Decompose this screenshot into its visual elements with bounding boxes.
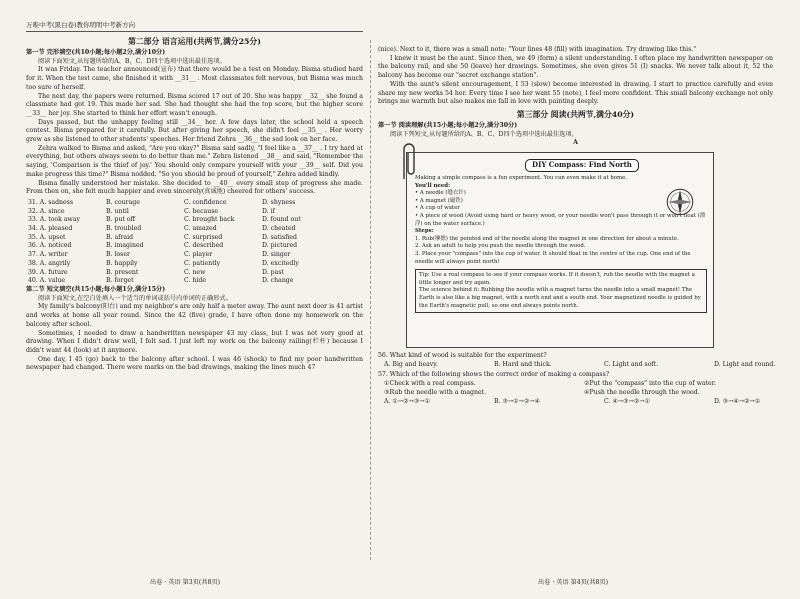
step-option: ①Check with a real compass. [384, 380, 476, 388]
option: C. surprised [184, 233, 223, 241]
option: B. until [106, 207, 129, 215]
option: B. afraid [106, 233, 134, 241]
option-row [28, 277, 363, 286]
cloze-title: 第一节 完形填空(共10小题;每小题2分,满分10分) [26, 49, 166, 56]
fill-paragraph: With the aunt's silent encouragement, I 53 (slow) become interested in drawing. I start to practice carefully and even share my new works 54 her. Every time I see her want 55 (note), I feel more confident. This small balcony exchange not only brings me warmth but also makes me fall in love with painting deeply. [378, 80, 773, 106]
fill-paragraph: My family's balcony(阳台) and my neighbor's are only half a meter away. The aunt next door is 41 artist and works at home all year round. Since the 42 (five) grade, I have often done my homework on the balcony after school. [26, 303, 363, 328]
option: 40. A. value [28, 277, 66, 285]
need-item: • A needle (缝衣针) [415, 190, 466, 197]
card-body [415, 175, 707, 313]
option: 37. A. writer [28, 251, 68, 259]
option: D. shyness [262, 198, 296, 206]
fill-paragraph: Sometimes, I needed to draw a handwritten newspaper 43 my class, but I was not very good at drawing. When I didn't draw well, I felt sad. I just left my work on the balcony railing(栏杆) because I didn't want 44 (look) at it anymore. [26, 329, 363, 354]
option: 31. A. sadness [28, 198, 74, 206]
option: D. satisfied [262, 233, 297, 241]
q56-options [384, 360, 776, 370]
option: D. cheated [262, 225, 296, 233]
option: 39. A. future [28, 268, 68, 276]
option: 33. A. took away [28, 216, 81, 224]
question-56: 56. What kind of wood is suitable for the experiment? [378, 352, 547, 360]
cloze-paragraph: The next day, the papers were returned. Bisma scored 17 out of 20. She was happy __32__ she found a classmate had got 19. This made her sad. She had thought she had the top score, but the higher score __33__ her joy. She started to think her effort wasn't enough. [26, 92, 363, 117]
tip-box [415, 269, 707, 313]
fill-paragraph: I knew it must be the aunt. Since then, we 49 (form) a silent understanding. I often place my handwritten newspaper on the balcony rail, and she 50 (leave) her drawings. Sometimes, she even gives 51 (I) snacks. We never talk about it, 52 the balcony has become our "secret exchange station". [378, 54, 773, 80]
cloze-paragraph: It was Friday. The teacher announced(宣布) that there would be a test on Monday. Bisma studied hard for it. When the test came, she finished it with __31__ . Most classmates felt nervous, but Bisma was much too sure of herself. [26, 66, 363, 91]
option: C. hide [184, 277, 207, 285]
card-title: DIY Compass: Find North [525, 159, 639, 172]
option: D. excitedly [262, 259, 299, 267]
option: B. courage [106, 198, 140, 206]
option: C. amazed [184, 225, 217, 233]
science-text: The science behind it: Rubbing the needle with a magnet turns the needle into a small magnet! The Earth is also like a big magnet, with a north end and a south end. Your magnetized needle is guided by the Earth's magnetic pull, so one end always points north. [419, 287, 701, 309]
part3-title: 第三部分 阅读(共两节,满分40分) [516, 109, 635, 119]
option: B. present [106, 268, 139, 276]
option: B. forget [106, 277, 134, 285]
question-57: 57. Which of the following shows the correct order of making a compass? [378, 371, 610, 379]
option: C. ④→③→②→① [604, 397, 651, 405]
step-option: ④Push the needle through the wood. [584, 388, 700, 396]
cloze-paragraph: Zehra walked to Bisma and asked, "Are you okay?" Bisma said sadly, "I feel like a __37__ . I try hard at everything, but others always seem to do better than me." Zehra listened __38__ and said, "Remember the saying, 'Comparison is the thief of joy.' You should only compare yourself with your __39__ self. Did you make progress this time?" Bisma nodded. "So you should be proud of yourself," Zehra added kindly. [26, 144, 363, 178]
option-row [28, 269, 363, 278]
step-item: 1. Rub(摩擦) the pointed end of the needle along the magnet in one direction for about a minute. [415, 235, 679, 242]
q57-options [384, 398, 773, 407]
option: D. found out [262, 216, 301, 224]
needs-title: You'll need: [415, 182, 451, 189]
fill-paragraph: One day, I 45 (go) back to the balcony after school. I was 46 (shock) to find my poor handwritten newspaper had changed. There were marks on the bad drawings, making the lines much 47 [26, 355, 363, 372]
steps-title: Steps: [415, 228, 434, 235]
option: D. Light and round. [714, 360, 776, 368]
option: C. brought back [184, 216, 235, 224]
option-row [28, 208, 363, 217]
fill-title: 第二节 短文填空(共15小题;每小题1分,满分15分) [26, 285, 166, 293]
option: 34. A. pleased [28, 225, 73, 233]
header-rule [26, 31, 363, 32]
option-row [28, 234, 363, 243]
cloze-paragraph: Days passed, but the unhappy feeling still __34__ her. A few days later, the school held a speech contest. Bisma prepared for it carefully. But after giving her speech, she didn't feel __35__ . Her worry grew as she listened to other students' speeches. Her friend Zehra __36__ the sad look on her face. [26, 118, 363, 144]
option: A. Big and heavy. [384, 360, 438, 368]
option: A. ①→②→③→① [384, 397, 431, 405]
option-row [28, 216, 363, 225]
option: C. patiently [184, 259, 221, 267]
diy-compass-card [406, 152, 714, 348]
option-row [28, 251, 363, 260]
step-option: ②Put the "compass" into the cup of water. [584, 380, 716, 388]
option: B. put off [106, 216, 136, 224]
passage-label: A [573, 139, 578, 147]
header-text: 万唯中考(黑白卷)教你明明中考新方向 [26, 21, 136, 29]
option: 38. A. angrily [28, 259, 71, 267]
option: D. past [262, 268, 284, 276]
option: B. ③→①→②→④ [494, 397, 541, 405]
option: B. troubled [106, 225, 142, 233]
right-footer: 出卷 · 英语 第4页(共8页) [538, 579, 609, 586]
fill-instructions: 阅读下面短文,在空白处填入一个适当的单词或括号内单词的正确形式。 [38, 294, 232, 302]
option: 35. A. upset [28, 233, 66, 241]
option: C. because [184, 207, 219, 215]
need-item: • A magnet (磁铁) [415, 197, 463, 204]
cloze-options [26, 199, 363, 286]
left-page [26, 34, 363, 373]
card-intro: Making a simple compass is a fun experiment. You can even make it at home. [415, 175, 628, 182]
option: C. Light and soft. [604, 360, 659, 368]
option-row [28, 242, 363, 251]
part2-title: 第二部分 语言运用(共两节,满分25分) [128, 37, 261, 46]
option: C. player [184, 251, 213, 259]
option: D. ③→④→②→① [714, 397, 761, 405]
q57-items [384, 380, 773, 397]
page-divider [370, 40, 371, 560]
step-option: ③Rub the needle with a magnet. [384, 388, 487, 396]
option: C. confidence [184, 198, 227, 206]
reading-title: 第一节 阅读理解(共15小题;每小题2分,满分30分) [378, 121, 518, 129]
left-footer: 出卷 · 英语 第3页(共8页) [150, 579, 221, 586]
option: C. new [184, 268, 206, 276]
option-row [28, 199, 363, 208]
need-item: • A cup of water [415, 205, 460, 212]
option: 32. A. since [28, 207, 65, 215]
need-item: • A piece of wood (Avoid using hard or heavy wood, or your needle won't pass through it or won't float (漂浮) on the water surface.) [415, 213, 706, 227]
cloze-paragraph: Bisma finally understood her mistake. She decided to __40__ every small step of progress she made. From then on, she felt much happier and even sincerely(真诚地) cheered for others' success. [26, 179, 363, 196]
option: D. change [262, 277, 294, 285]
option-row [28, 260, 363, 269]
tip-text: Tip: Use a real compass to see if your compass works. If it doesn't, rub the needle with the magnet a little longer and try again. [419, 272, 695, 286]
option: B. loser [106, 251, 130, 259]
option: B. Hard and thick. [494, 360, 552, 368]
option: D. singer [262, 251, 291, 259]
cloze-instructions: 阅读下面短文,从每题所给的A、B、C、D四个选项中选出最佳选项。 [38, 57, 226, 65]
option: D. pictured [262, 242, 298, 250]
option: B. happily [106, 259, 138, 267]
fill-paragraph: (nice). Next to it, there was a small note: "Your lines 48 (fill) with imagination. Try drawing like this." [378, 46, 697, 53]
option: B. imagined [106, 242, 144, 250]
option: C. described [184, 242, 224, 250]
step-item: 2. Ask an adult to help you push the needle through the wood. [415, 243, 586, 250]
option: D. if [262, 207, 275, 215]
reading-instructions: 阅读下列短文,从每题所给的A、B、C、D四个选项中选出最佳选项。 [390, 130, 578, 138]
right-page [378, 46, 776, 406]
option: 36. A. noticed [28, 242, 72, 250]
option-row [28, 225, 363, 234]
step-item: 3. Place your "compass" into the cup of water. It should float in the centre of the cup. One end of the needle will always point north! [415, 250, 691, 265]
